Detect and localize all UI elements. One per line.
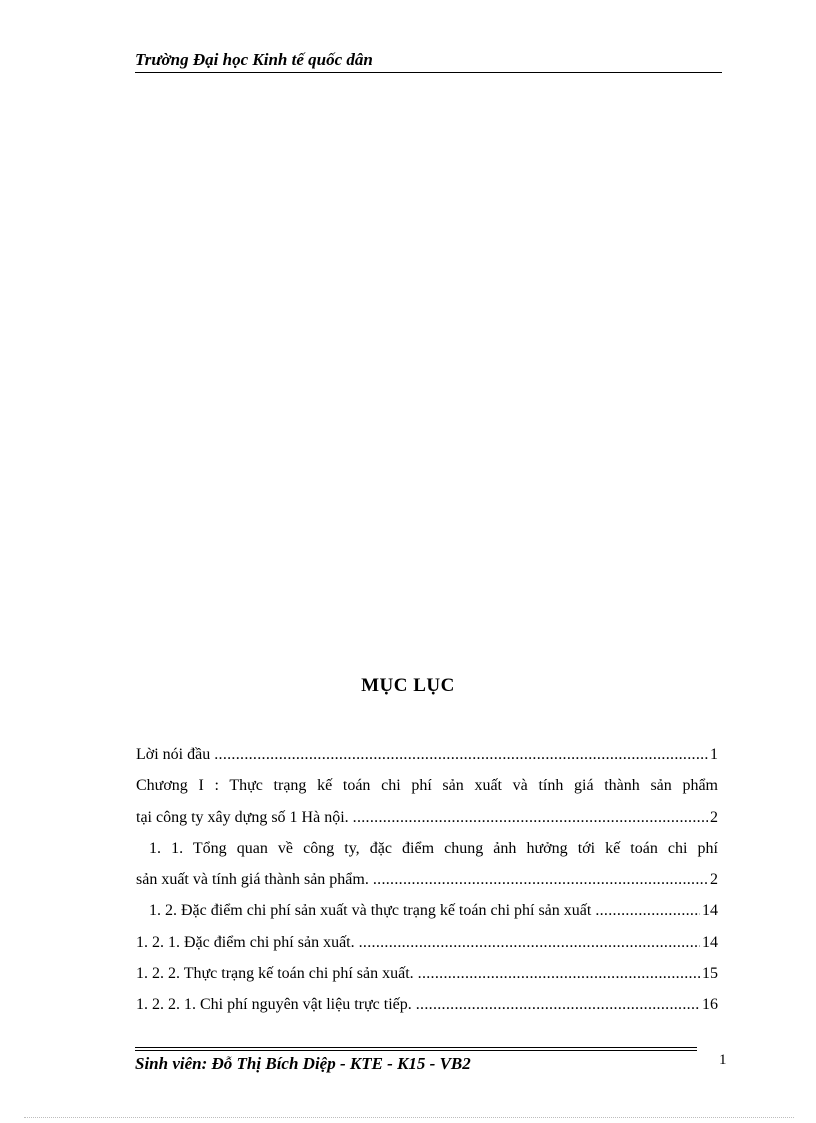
toc-entry-1-1-line-2[interactable] bbox=[136, 867, 718, 898]
toc-entry-1-2-2-1[interactable] bbox=[136, 992, 718, 1023]
toc-entry-1-2-2[interactable] bbox=[136, 961, 718, 992]
toc-entry-page: 2 bbox=[710, 808, 718, 826]
toc-entry-label: 1. 2. 1. Đặc điểm chi phí sản xuất. bbox=[136, 933, 355, 951]
footer-rule-top bbox=[135, 1047, 697, 1048]
toc-entry-label: 1. 2. 2. 1. Chi phí nguyên vật liệu trực tiếp. bbox=[136, 996, 412, 1014]
toc-entry-label: 1. 2. Đặc điểm chi phí sản xuất và thực trạng kế toán chi phí sản xuất bbox=[149, 902, 592, 920]
toc-entry-preface[interactable] bbox=[136, 742, 718, 773]
toc-entry-chapter-1-line-1[interactable]: Chương I : Thực trạng kế toán chi phí sản xuất và tính giá thành sản phẩm bbox=[136, 777, 718, 795]
toc-entry-page: 2 bbox=[710, 871, 718, 889]
toc-leader-dots bbox=[416, 992, 700, 1018]
toc-entry-label: Lời nói đầu bbox=[136, 746, 211, 763]
header-school-name: Trường Đại học Kinh tế quốc dân bbox=[135, 50, 373, 69]
toc-leader-dots bbox=[359, 930, 700, 956]
toc-leader-dots bbox=[353, 805, 708, 831]
toc-entry-page: 1 bbox=[710, 746, 718, 763]
toc-leader-dots bbox=[373, 867, 708, 893]
toc-entry-page: 16 bbox=[702, 996, 718, 1014]
footer-student-info: Sinh viên: Đỗ Thị Bích Diệp - KTE - K15 - VB2 bbox=[135, 1054, 471, 1073]
toc-entry-1-2-1[interactable] bbox=[136, 930, 718, 961]
toc-entry-label: tại công ty xây dựng số 1 Hà nội. bbox=[136, 808, 349, 826]
toc-entry-1-1-line-1[interactable]: 1. 1. Tổng quan về công ty, đặc điểm chung ảnh hưởng tới kế toán chi phí bbox=[149, 839, 718, 857]
toc-entry-chapter-1-line-2[interactable] bbox=[136, 805, 718, 836]
toc-leader-dots bbox=[418, 961, 700, 987]
toc-entry-page: 14 bbox=[702, 933, 718, 951]
table-of-contents bbox=[136, 742, 718, 1024]
page-header bbox=[135, 50, 722, 73]
footer-rule-bottom bbox=[135, 1050, 697, 1051]
toc-title: MỤC LỤC bbox=[361, 675, 455, 696]
page-number: 1 bbox=[719, 1052, 727, 1068]
toc-leader-dots bbox=[595, 898, 700, 924]
toc-entry-page: 14 bbox=[702, 902, 718, 920]
toc-entry-label: 1. 2. 2. Thực trạng kế toán chi phí sản xuất. bbox=[136, 965, 414, 983]
toc-entry-label: sản xuất và tính giá thành sản phẩm. bbox=[136, 871, 369, 889]
toc-entry-1-2[interactable] bbox=[136, 898, 718, 929]
toc-entry-page: 15 bbox=[702, 965, 718, 983]
toc-leader-dots bbox=[214, 742, 708, 768]
page-bottom-edge bbox=[24, 1117, 794, 1118]
